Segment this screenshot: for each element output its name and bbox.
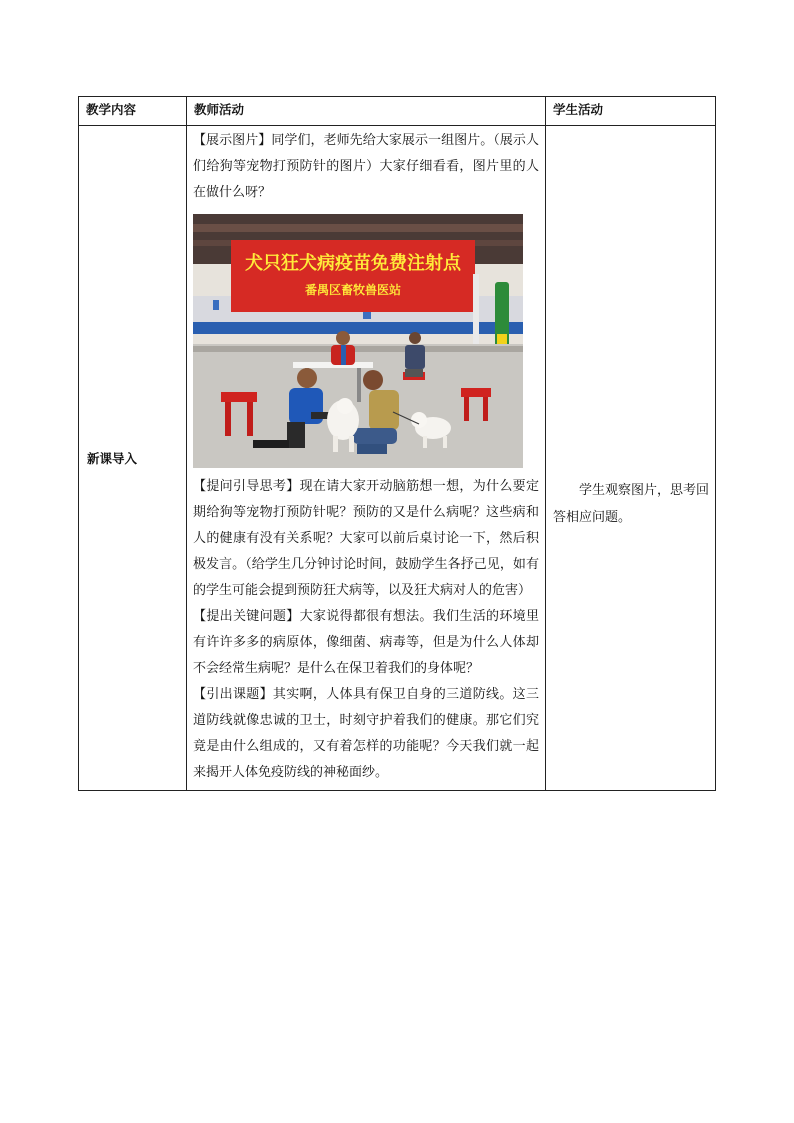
teacher-paragraph xyxy=(193,604,539,682)
header-cell-student xyxy=(546,97,716,126)
vaccination-photo xyxy=(193,214,523,468)
teacher-paragraph xyxy=(193,474,539,604)
category-cell xyxy=(79,126,187,791)
header-label: 教师活动 xyxy=(194,102,245,117)
banner-title: 犬只狂犬病疫苗免费注射点 xyxy=(245,253,461,274)
lesson-plan-table xyxy=(78,96,716,791)
table-row xyxy=(79,126,716,791)
teacher-paragraph xyxy=(193,128,539,206)
paragraph-text: 其实啊，人体具有保卫自身的三道防线。这三道防线就像忠诚的卫士，时刻守护着我们的健康。那它们究竟是由什么组成的，又有着怎样的功能呢？今天我们就一起来揭开人体免疫防线的神秘面纱。 xyxy=(193,687,539,780)
paragraph-tag: 【提出关键问题】 xyxy=(193,609,300,624)
teacher-paragraph xyxy=(193,682,539,786)
teacher-activity-cell xyxy=(187,126,546,791)
banner-subtitle: 番禺区畜牧兽医站 xyxy=(304,283,402,297)
table-header-row xyxy=(79,97,716,126)
header-label: 教学内容 xyxy=(86,102,137,117)
paragraph-tag: 【引出课题】 xyxy=(193,687,273,702)
paragraph-text: 同学们，老师先给大家展示一组图片。（展示人们给狗等宠物打预防针的图片）大家仔细看看，图片里的人在做什么呀？ xyxy=(193,133,539,200)
student-activity-cell xyxy=(546,126,716,791)
paragraph-tag: 【展示图片】 xyxy=(193,133,272,148)
header-cell-teacher xyxy=(187,97,546,126)
student-activity-text: 学生观察图片，思考回答相应问题。 xyxy=(553,483,710,525)
header-cell-content xyxy=(79,97,187,126)
paragraph-tag: 【提问引导思考】 xyxy=(193,479,300,494)
category-label: 新课导入 xyxy=(87,451,138,466)
paragraph-text: 现在请大家开动脑筋想一想，为什么要定期给狗等宠物打预防针呢？预防的又是什么病呢？这些病和人的健康有没有关系呢？大家可以前后桌讨论一下，然后积极发言。（给学生几分钟讨论时间，鼓励学生各抒己见，如有的学生可能会提到预防狂犬病等，以及狂犬病对人的危害） xyxy=(193,479,539,598)
header-label: 学生活动 xyxy=(553,102,604,117)
paragraph-text: 大家说得都很有想法。我们生活的环境里有许许多多的病原体，像细菌、病毒等，但是为什么人体却不会经常生病呢？是什么在保卫着我们的身体呢？ xyxy=(193,609,539,676)
